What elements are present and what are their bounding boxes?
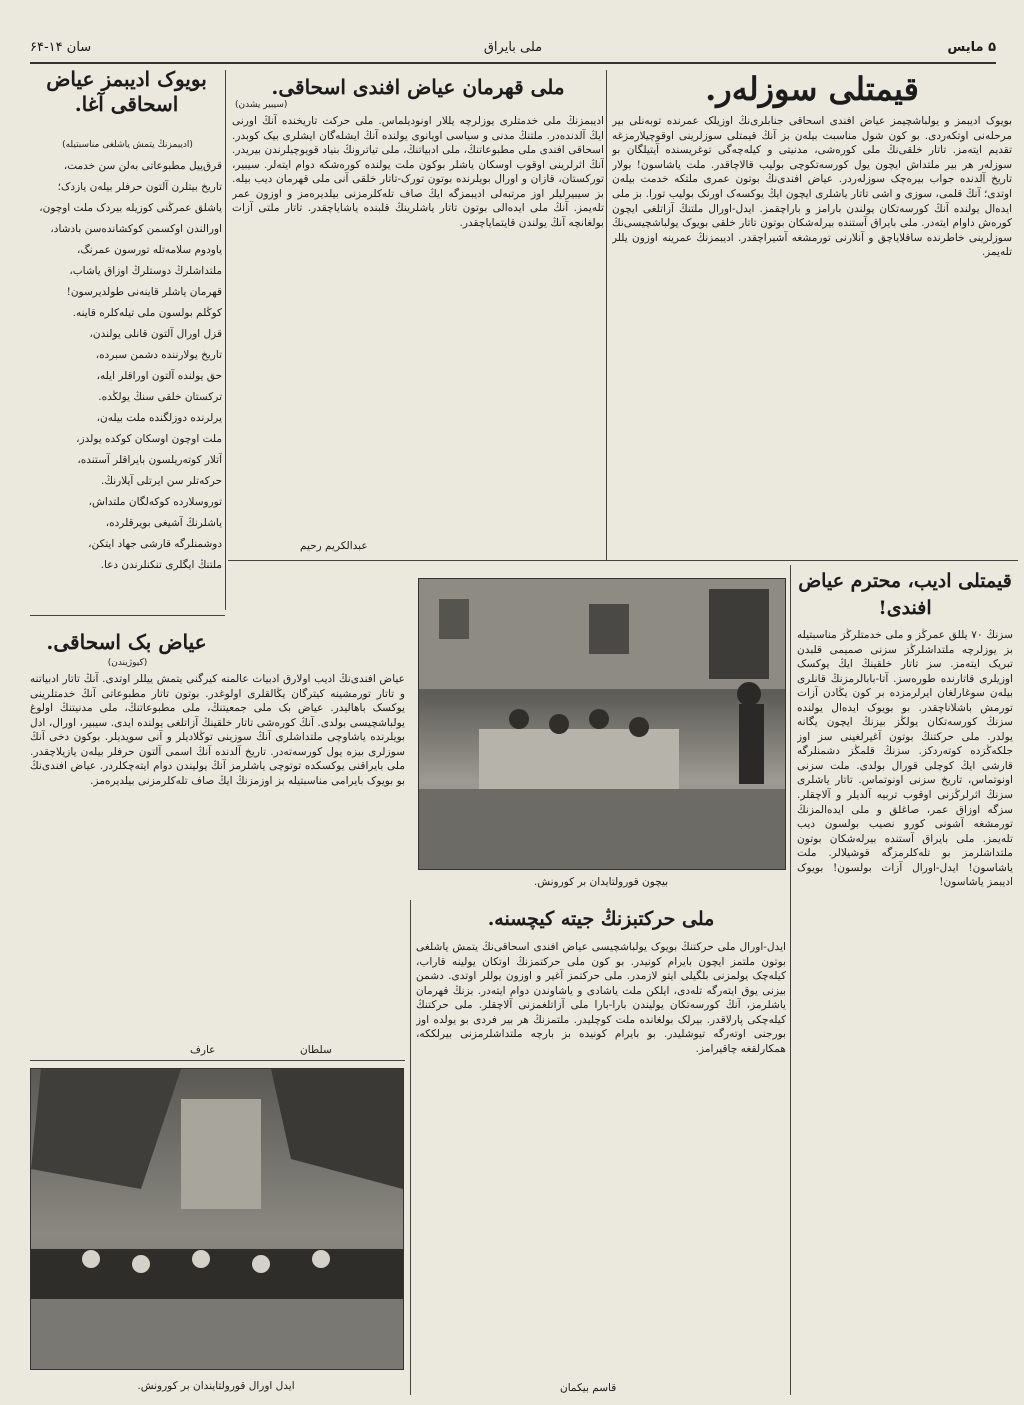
hero-article-byline: (سیبیر یشدن) — [235, 100, 288, 110]
section-rule — [228, 560, 1018, 561]
congress-photo — [418, 578, 786, 870]
poem-line: ملت اوچون اوسکان کوکده یولدز، — [76, 433, 222, 445]
assembly-photo-graphic — [31, 1069, 403, 1369]
congress-photo-caption: بیچون قورولتایدان بر کورونش. — [533, 876, 669, 888]
issue-date: ۵ مایس — [947, 40, 996, 55]
congress-photo-graphic — [419, 579, 785, 869]
poem-line: ملتنڭ ایگلری تنکنلرندن دعا. — [100, 559, 222, 571]
poem-title — [30, 68, 223, 118]
poem-line: ترکستان خلقی سنڭ یولڭده. — [98, 391, 222, 403]
hero-article-title: ملی قهرمان عیاض افندی اسحاقی. — [271, 75, 565, 99]
hero-article-sign: عبدالکریم رحیم — [300, 540, 368, 552]
ayaz-article-body: عیاض افندی‌نڭ ادیب اولارق ادبیات عالمنه کیرگنی یتمش ییللر اوتدی. آنڭ تاتار ادبیاتنه و تاتار تورمشینه کیترگان یڭالقلری اولوغدر. بوتون تاتار مطبوعاتی آنڭ خدمتلرینی یوکسک باهالیدر. عیاض بک ملی جمعیتنڭ، ملی مطبوعاتنڭ، ملی مدنیتنڭ اولوغ یولباشچیسی بولدی. آنڭ کوره‌شی تاتار خلقینڭ آزاتلغی یولنده ایدی. سیبیر، اورال، ادل بویلرندە یاشاوچی ملتداشلری آنڭ سوزینی توڭلادیلر و آنی سویدیلر. بوکون دخی آنڭ سوزلری بیزه یول کورسەتەدر. تاریخ آلدنده آنڭ اسمی آلتون حرفلر بیلەن یازیلاچقدر. ملی بایراقنی یوکسکده توتوچی یاشلرمز آنڭ یولیندن دوام ایتەچکلردر. عیاض افندی‌نڭ بو بویوک بایرامی مناسبتیله بز اوزمزنڭ ایڭ صاف تلەکلرمزنی بیلدیرەمز. — [30, 673, 405, 787]
poem-line: توروسلارده کوکەلگان ملتداش، — [88, 496, 222, 508]
poem-line: حق یولنده آلتون اوراقلر ایله، — [96, 370, 222, 382]
poem-line: ملتداشلرڭ دوستلرڭ اوزاق یاشاب، — [69, 265, 222, 277]
poem-line: حرکەتلر سن ایرتلی آیلارنڭ. — [101, 475, 222, 487]
paper-name: ملی بایراق — [483, 40, 543, 55]
poem-line: یرلرنده دوزلگنده ملت بیلەن، — [96, 412, 222, 424]
poem-line: قرق‌ییل مطبوعاتی بەلن سن خدمت، — [63, 160, 222, 172]
poem-line: اورالندن اوکسمن کوکشانده‌سن بادشاد، — [50, 223, 222, 235]
poem-line: آتلار کوتەریلسون بایراقلر آستنده، — [77, 454, 222, 466]
dear-article-title: قیمتلی ادیب، محترم عیاض افندی! — [798, 570, 1012, 619]
poem-body — [30, 160, 222, 612]
poem-line: کوڭلم بولسون ملی تیلەکلره قاینه. — [72, 307, 222, 319]
movement-article-sign: قاسم بیکمان — [560, 1382, 617, 1394]
poem-line: تاریخ یولارننده دشمن سبرده، — [95, 349, 222, 361]
dear-article-body: سزنڭ ۷۰ یللق عمرڭز و ملی خدمتلرڭز مناسبتیله بز یوزلرچه ملتداشلرڭز سزنی صمیمی قلبدن تبریک ایتەمز. سز تاتار خلقینڭ ایڭ یوکسک اوزیلری قاتارنده طورەسز. آتا‑بابالرمزنڭ قانلری بیلەن سوغارلغان ایرلرمزده بر کون یڭادن آزات تورمش باشلاناچقدر. بو بویوک ایدەال یولنده سزنڭ کورسەتکان یولڭز بیزنڭ ایچون یگانه یولدر. ملی حرکتنڭ بوتون آغیرلغینی سز اوز جلکەڭزده کوتەردکز. سزنڭ قلمڭز دشمنلرگه قارشی ایڭ کوچلی قورال بولدی. ملت سزنی اونوتماس، تاریخ سزنی اونوتماس. تاتار یاشلری سزنڭ اثرلرڭزنی اوقوب تربیه آلدیلر و آلاچقلر. سزگه اوزاق عمر، صاغلق و ملی ایدەالمزنڭ تورمشغه آشونی کورو نصیب بولسون دیب تلەیمز. ملی بایراق آستنده بیرلەشکان بوتون ملتداشلرمز بو تلەکلرمزگه قوشیلالر. ملت یاشاسون! ایدل‑اورال آزات بولسون! بویوک ادیبمز یاشاسون! — [797, 629, 1013, 889]
poem-line: دوشمنلرگه قارشی جهاد ایتکن، — [88, 538, 222, 550]
ayaz-article-byline: (کیوژیندن) — [107, 658, 148, 668]
main-article-body: بویوک ادیبمز و یولباشچیمز عیاض افندی اسحاقی جنابلری‌نڭ اوزیلک عمرنده توبەنلی بیر مرحلەنی اوتکەردی. بو کون شول مناسبت بیلەن بز آنڭ قیمتلی سوزلرینی اوقوچیلارمزغە تقدیم ایتەمز. تاتار خلقی‌نڭ ملی کوره‌شی، مدنیتی و کیلەچەگی توغریسنده آیتیلگان بو سوزلەر هر بیر ملتداش ایچون یول کورسەتکوچی بولیب قالاچاقدر. ملت یاشاسون! بولار تاریخ آلدنده جواب بیرەچک سوزلەردر. عیاض افندی‌نڭ بوتون عمری ملتکە خدمت بیلەن اوتدی؛ آنڭ قلمی، سوزی و اشی تاتار یاشلری ایچون ایڭ یوکسەک اورنک بولیب تورا. بز ملی ایدەال یولنده آنڭ کورسەتکان یولندن بارامز و باراچقمز. ایدل‑اورال ملتنڭ آزاتلغی ایچون کوره‌ش داوام ایتەدر. ملی بایراق آستنده بیرلەشکان بوتون تاتار خلقی بویوک یولباشچیسی‌نڭ سوزلرینی خاطرنده ساقلایاچق و آنلارنی تورمشغه آشیراچقدر. ادیبمزنڭ عمرینه اوزون یللر تلەیمز. — [612, 115, 1012, 259]
poem-byline: (ادیبمزنڭ یتمش یاشلغی مناسبتیله) — [62, 140, 193, 150]
poem-line: قزل اورال آلتون قانلی یولندن، — [89, 328, 222, 340]
column-rule — [410, 900, 411, 1395]
column-rule — [225, 70, 226, 610]
ayaz-sign-right: سلطان — [300, 1044, 332, 1056]
ayaz-article-title: عیاض بک اسحاقی. — [46, 630, 207, 654]
assembly-photo-caption: ایدل اورال قورولتایندان بر کورونش. — [137, 1380, 295, 1392]
poem-line: یاشلق عمرڭنی کوزیلە بیردک ملت اوچون، — [39, 202, 222, 214]
main-article-title: قیمتلی سوزلەر. — [705, 70, 919, 108]
movement-article-title: ملی حرکتبزنڭ جیته کیچسنە. — [487, 908, 715, 930]
poem-title-text: بویوک ادیبمز عیاض اسحاقی آغا. — [46, 67, 207, 116]
poem-line: تاریخ بیتلرن آلتون حرفلر بیلەن یازدک؛ — [57, 181, 222, 193]
ayaz-sign-left: عارف — [190, 1044, 216, 1056]
column-rule — [606, 70, 607, 560]
column-rule — [790, 565, 791, 1395]
poem-line: قهرمان یاشلر قاینه‌نی طولدیرسون! — [66, 286, 222, 298]
poem-line: یاودوم سلامەتله تورسون عمرنگ، — [77, 244, 222, 256]
hero-article-body: ادیبمزنڭ ملی خدمتلری یوزلرچە یللار اونودیلماس. ملی حرکت تاریخنده آنڭ اورنی ایڭ آلدندەدر. ملتنڭ مدنی و سیاسی اویانوی یولنده آنڭ ایشلەگان ایشلری بیک کوبدر. اسحاقی افندی ملی مطبوعاتنڭ، ملی ادبیاتنڭ، ملی تیاترونڭ بنیاد قویوچیلرندن بیریدر. آنڭ اثرلرینی اوقوب اوسکان یاشلر بوکون ملت یولنده کوره‌شکه دوام ایتەلر. سیبیر، تورکستان، قازان و اورال بویلرنده بوتون تورک‑تاتار خلقی آنی ملی قهرمان دیب بیلە. بز سیبیرلیلر اوز مرتبەلی ادیبمزگه ایڭ صاف تلەکلرمزنی بیلدیرەمز و اوزون عمر تلەیمز. آنڭ ملی ایدەالی بوتون تاتار یاشلرینڭ قلبنده یاشایاچقدر. تاتار ملتی آزات بولغانچە آنڭ یولندن قایتمایاچقدر. — [232, 115, 604, 229]
issue-number: سان ۱۴-۶۴ — [30, 40, 92, 55]
movement-article-body: ایدل‑اورال ملی حرکتنڭ بویوک یولباشچیسی عیاض افندی اسحاقی‌نڭ یتمش یاشلغی بوتون ملتمز ایچون بایرام کونیدر. بو کون ملی حرکتمزنڭ اوتکان یولینه قاراب، کیلەچک یولمزنی بلگیلی ایتو لازمدر. ملی حرکتمز آغیر و اوزون یوللر اوتدی. دشمن بیزنی یوق ایتەرگه تلەدی، ایلکن ملت یاشادی و یاشاوندن دوام ایتەدر. بزنڭ قهرمان یاشلرمز، آنڭ کورسەتکان یولیندن بارا‑بارا ملی آزاتلغمزنی آلاچقلر. ملی حرکتنڭ کیلەچکی پارلاقدر. بیرلک بولغانده ملت کوچلیدر. ملتمزنڭ هر بیر فردی بو یولده اوز بورجنی اوتەرگه تیوشلیدر. بو بایرام کونیده بز بارچه ملتداشلرمزنی بیرلککه، همکارلقغه چاقیرامز. — [416, 941, 786, 1055]
assembly-photo — [30, 1068, 404, 1370]
section-rule — [30, 615, 225, 616]
section-rule — [30, 1060, 405, 1061]
masthead-line — [30, 40, 996, 64]
poem-line: یاشلرنڭ آشیغی بویرقلرده، — [105, 517, 222, 529]
